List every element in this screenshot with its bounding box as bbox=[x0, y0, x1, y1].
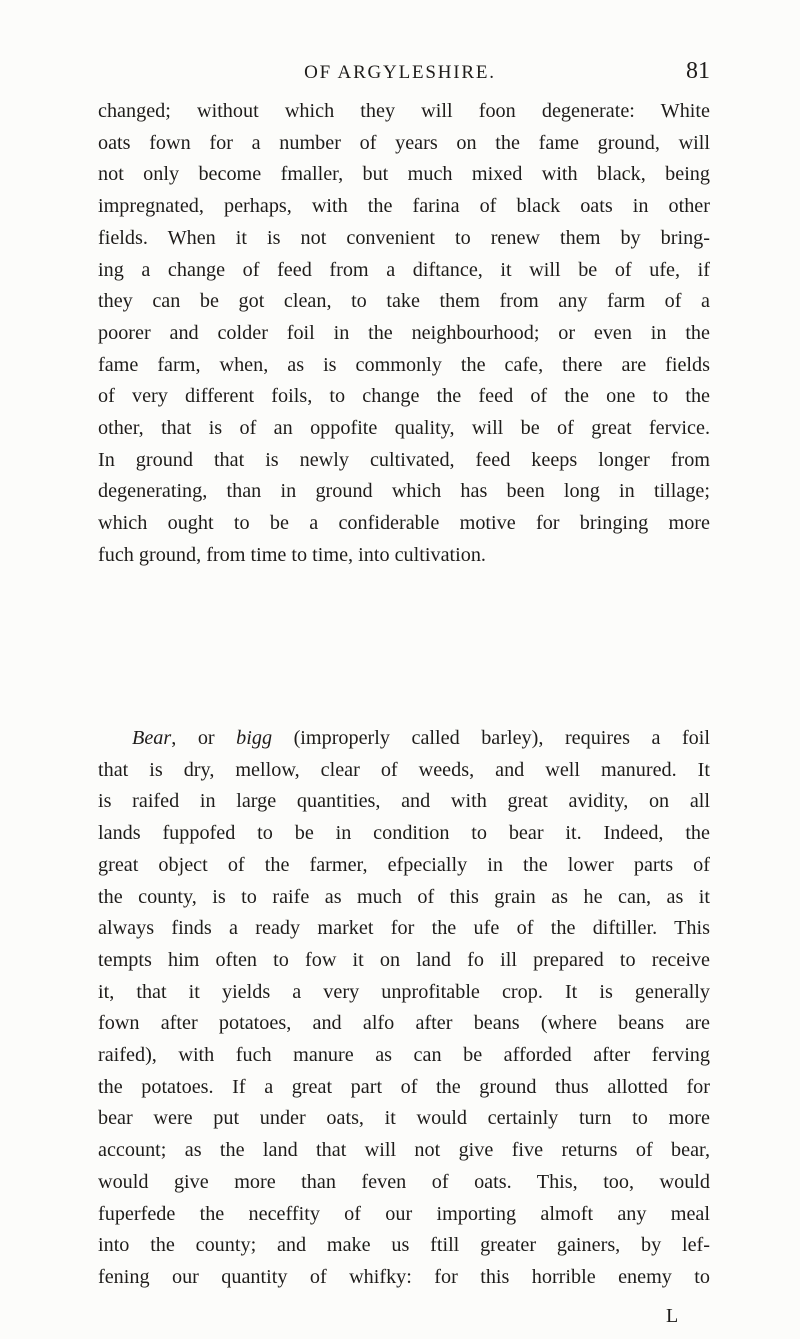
text-line: In ground that is newly cultivated, feed keeps longer from bbox=[98, 448, 710, 471]
text-line: they can be got clean, to take them from any farm of a bbox=[98, 290, 710, 313]
text-line: fown after potatoes, and alfo after beans (where beans are bbox=[98, 1012, 710, 1035]
text-line: fuperfede the neceffity of our importing almoft any meal bbox=[98, 1202, 710, 1225]
paragraph-bear bbox=[98, 723, 710, 1294]
text-line: the county, is to raife as much of this grain as he can, as it bbox=[98, 885, 710, 908]
text-line: raifed), with fuch manure as can be afforded after ferving bbox=[98, 1044, 710, 1067]
text-line: oats fown for a number of years on the fame ground, will bbox=[98, 131, 710, 154]
italic-term-bigg: bigg bbox=[236, 727, 273, 749]
text-line: that is dry, mellow, clear of weeds, and well manured. It bbox=[98, 758, 710, 781]
text-line: it, that it yields a very unprofitable crop. It is generally bbox=[98, 980, 710, 1003]
text-line: would give more than feven of oats. This, too, would bbox=[98, 1170, 710, 1193]
page-number: 81 bbox=[686, 58, 710, 84]
catchword: L bbox=[666, 1305, 679, 1327]
text-line: which ought to be a confiderable motive for bringing more bbox=[98, 512, 710, 535]
text-line: of very different foils, to change the feed of the one to the bbox=[98, 385, 710, 408]
text-run: (improperly called barley), requires a foil bbox=[272, 727, 710, 749]
text-line: poorer and colder foil in the neighbourhood; or even in the bbox=[98, 321, 710, 344]
text-line: not only become fmaller, but much mixed with black, being bbox=[98, 163, 710, 186]
text-line: impregnated, perhaps, with the farina of black oats in other bbox=[98, 195, 710, 218]
text-line: great object of the farmer, efpecially in the lower parts of bbox=[98, 853, 710, 876]
text-line: other, that is of an oppofite quality, will be of great fervice. bbox=[98, 417, 710, 440]
text-line: fening our quantity of whifky: for this horrible enemy to bbox=[98, 1265, 710, 1288]
text-line: bear were put under oats, it would certainly turn to more bbox=[98, 1107, 710, 1130]
text-line: always finds a ready market for the ufe of the diftiller. This bbox=[98, 917, 710, 940]
text-line bbox=[98, 723, 710, 755]
text-line: tempts him often to fow it on land fo ill prepared to receive bbox=[98, 948, 710, 971]
text-line: is raifed in large quantities, and with great avidity, on all bbox=[98, 790, 710, 813]
text-line: into the county; and make us ftill greater gainers, by lef- bbox=[98, 1234, 710, 1257]
text-line: lands fuppofed to be in condition to bear it. Indeed, the bbox=[98, 822, 710, 845]
running-head-title: OF ARGYLESHIRE. bbox=[304, 62, 496, 83]
text-line: fame farm, when, as is commonly the cafe, there are fields bbox=[98, 353, 710, 376]
text-line: account; as the land that will not give five returns of bear, bbox=[98, 1139, 710, 1162]
italic-term-bear: Bear bbox=[132, 727, 172, 749]
text-line: degenerating, than in ground which has been long in tillage; bbox=[98, 480, 710, 503]
text-line: ing a change of feed from a diftance, it will be of ufe, if bbox=[98, 258, 710, 281]
text-line: the potatoes. If a great part of the ground thus allotted for bbox=[98, 1075, 710, 1098]
text-run: , or bbox=[171, 727, 237, 749]
running-head bbox=[0, 58, 800, 88]
text-line: fuch ground, from time to time, into cultivation. bbox=[98, 543, 486, 566]
text-line: changed; without which they will foon degenerate: White bbox=[98, 100, 710, 122]
paragraph-oats bbox=[98, 96, 710, 572]
text-line: fields. When it is not convenient to renew them by bring- bbox=[98, 226, 710, 249]
